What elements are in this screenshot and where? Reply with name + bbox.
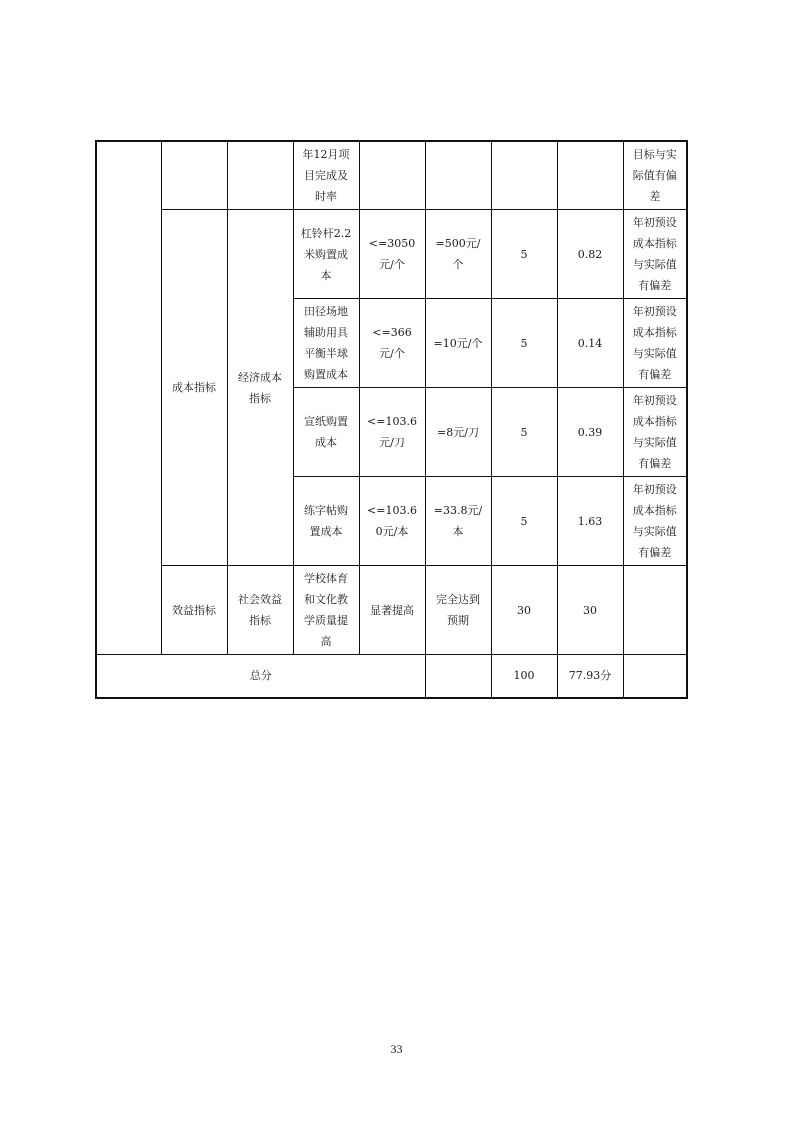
table-cell	[491, 141, 557, 210]
page-number: 33	[390, 1042, 403, 1056]
item-cell: 杠铃杆2.2米购置成本	[293, 210, 359, 299]
item-cell: 练字帖购置成本	[293, 477, 359, 566]
score-cell: 1.63	[557, 477, 623, 566]
remark-cell: 目标与实际值有偏差	[623, 141, 687, 210]
score-cell: 0.14	[557, 299, 623, 388]
remark-cell	[623, 566, 687, 655]
table-cell	[425, 655, 491, 698]
total-score: 77.93分	[557, 655, 623, 698]
table-cell	[96, 141, 161, 655]
score-cell: 0.82	[557, 210, 623, 299]
table-cell	[557, 141, 623, 210]
remark-cell: 年初预设成本指标与实际值有偏差	[623, 388, 687, 477]
item-cell: 学校体育和文化教学质量提高	[293, 566, 359, 655]
actual-cell: 完全达到预期	[425, 566, 491, 655]
target-cell: <=3050元/个	[359, 210, 425, 299]
performance-table	[95, 140, 688, 699]
category-cell: 成本指标	[161, 210, 227, 566]
weight-cell: 5	[491, 388, 557, 477]
target-cell: 显著提高	[359, 566, 425, 655]
item-cell: 宣纸购置成本	[293, 388, 359, 477]
total-label: 总分	[96, 655, 425, 698]
weight-cell: 5	[491, 210, 557, 299]
score-cell: 30	[557, 566, 623, 655]
weight-cell: 5	[491, 299, 557, 388]
item-cell: 田径场地辅助用具平衡半球购置成本	[293, 299, 359, 388]
actual-cell: =500元/个	[425, 210, 491, 299]
table-row	[96, 566, 687, 655]
total-row	[96, 655, 687, 698]
target-cell: <=103.6元/刀	[359, 388, 425, 477]
weight-cell: 30	[491, 566, 557, 655]
score-cell: 0.39	[557, 388, 623, 477]
remark-cell: 年初预设成本指标与实际值有偏差	[623, 477, 687, 566]
table-row	[96, 141, 687, 210]
table-cell	[227, 141, 293, 210]
weight-cell: 5	[491, 477, 557, 566]
table-cell	[623, 655, 687, 698]
remark-cell: 年初预设成本指标与实际值有偏差	[623, 210, 687, 299]
actual-cell: =10元/个	[425, 299, 491, 388]
item-cell: 年12月项目完成及时率	[293, 141, 359, 210]
target-cell: <=366元/个	[359, 299, 425, 388]
table-row	[96, 210, 687, 299]
table-cell	[425, 141, 491, 210]
total-weight: 100	[491, 655, 557, 698]
subcategory-cell: 社会效益指标	[227, 566, 293, 655]
target-cell: <=103.60元/本	[359, 477, 425, 566]
actual-cell: =33.8元/本	[425, 477, 491, 566]
table-cell	[161, 141, 227, 210]
actual-cell: =8元/刀	[425, 388, 491, 477]
table-cell	[359, 141, 425, 210]
remark-cell: 年初预设成本指标与实际值有偏差	[623, 299, 687, 388]
subcategory-cell: 经济成本指标	[227, 210, 293, 566]
category-cell: 效益指标	[161, 566, 227, 655]
